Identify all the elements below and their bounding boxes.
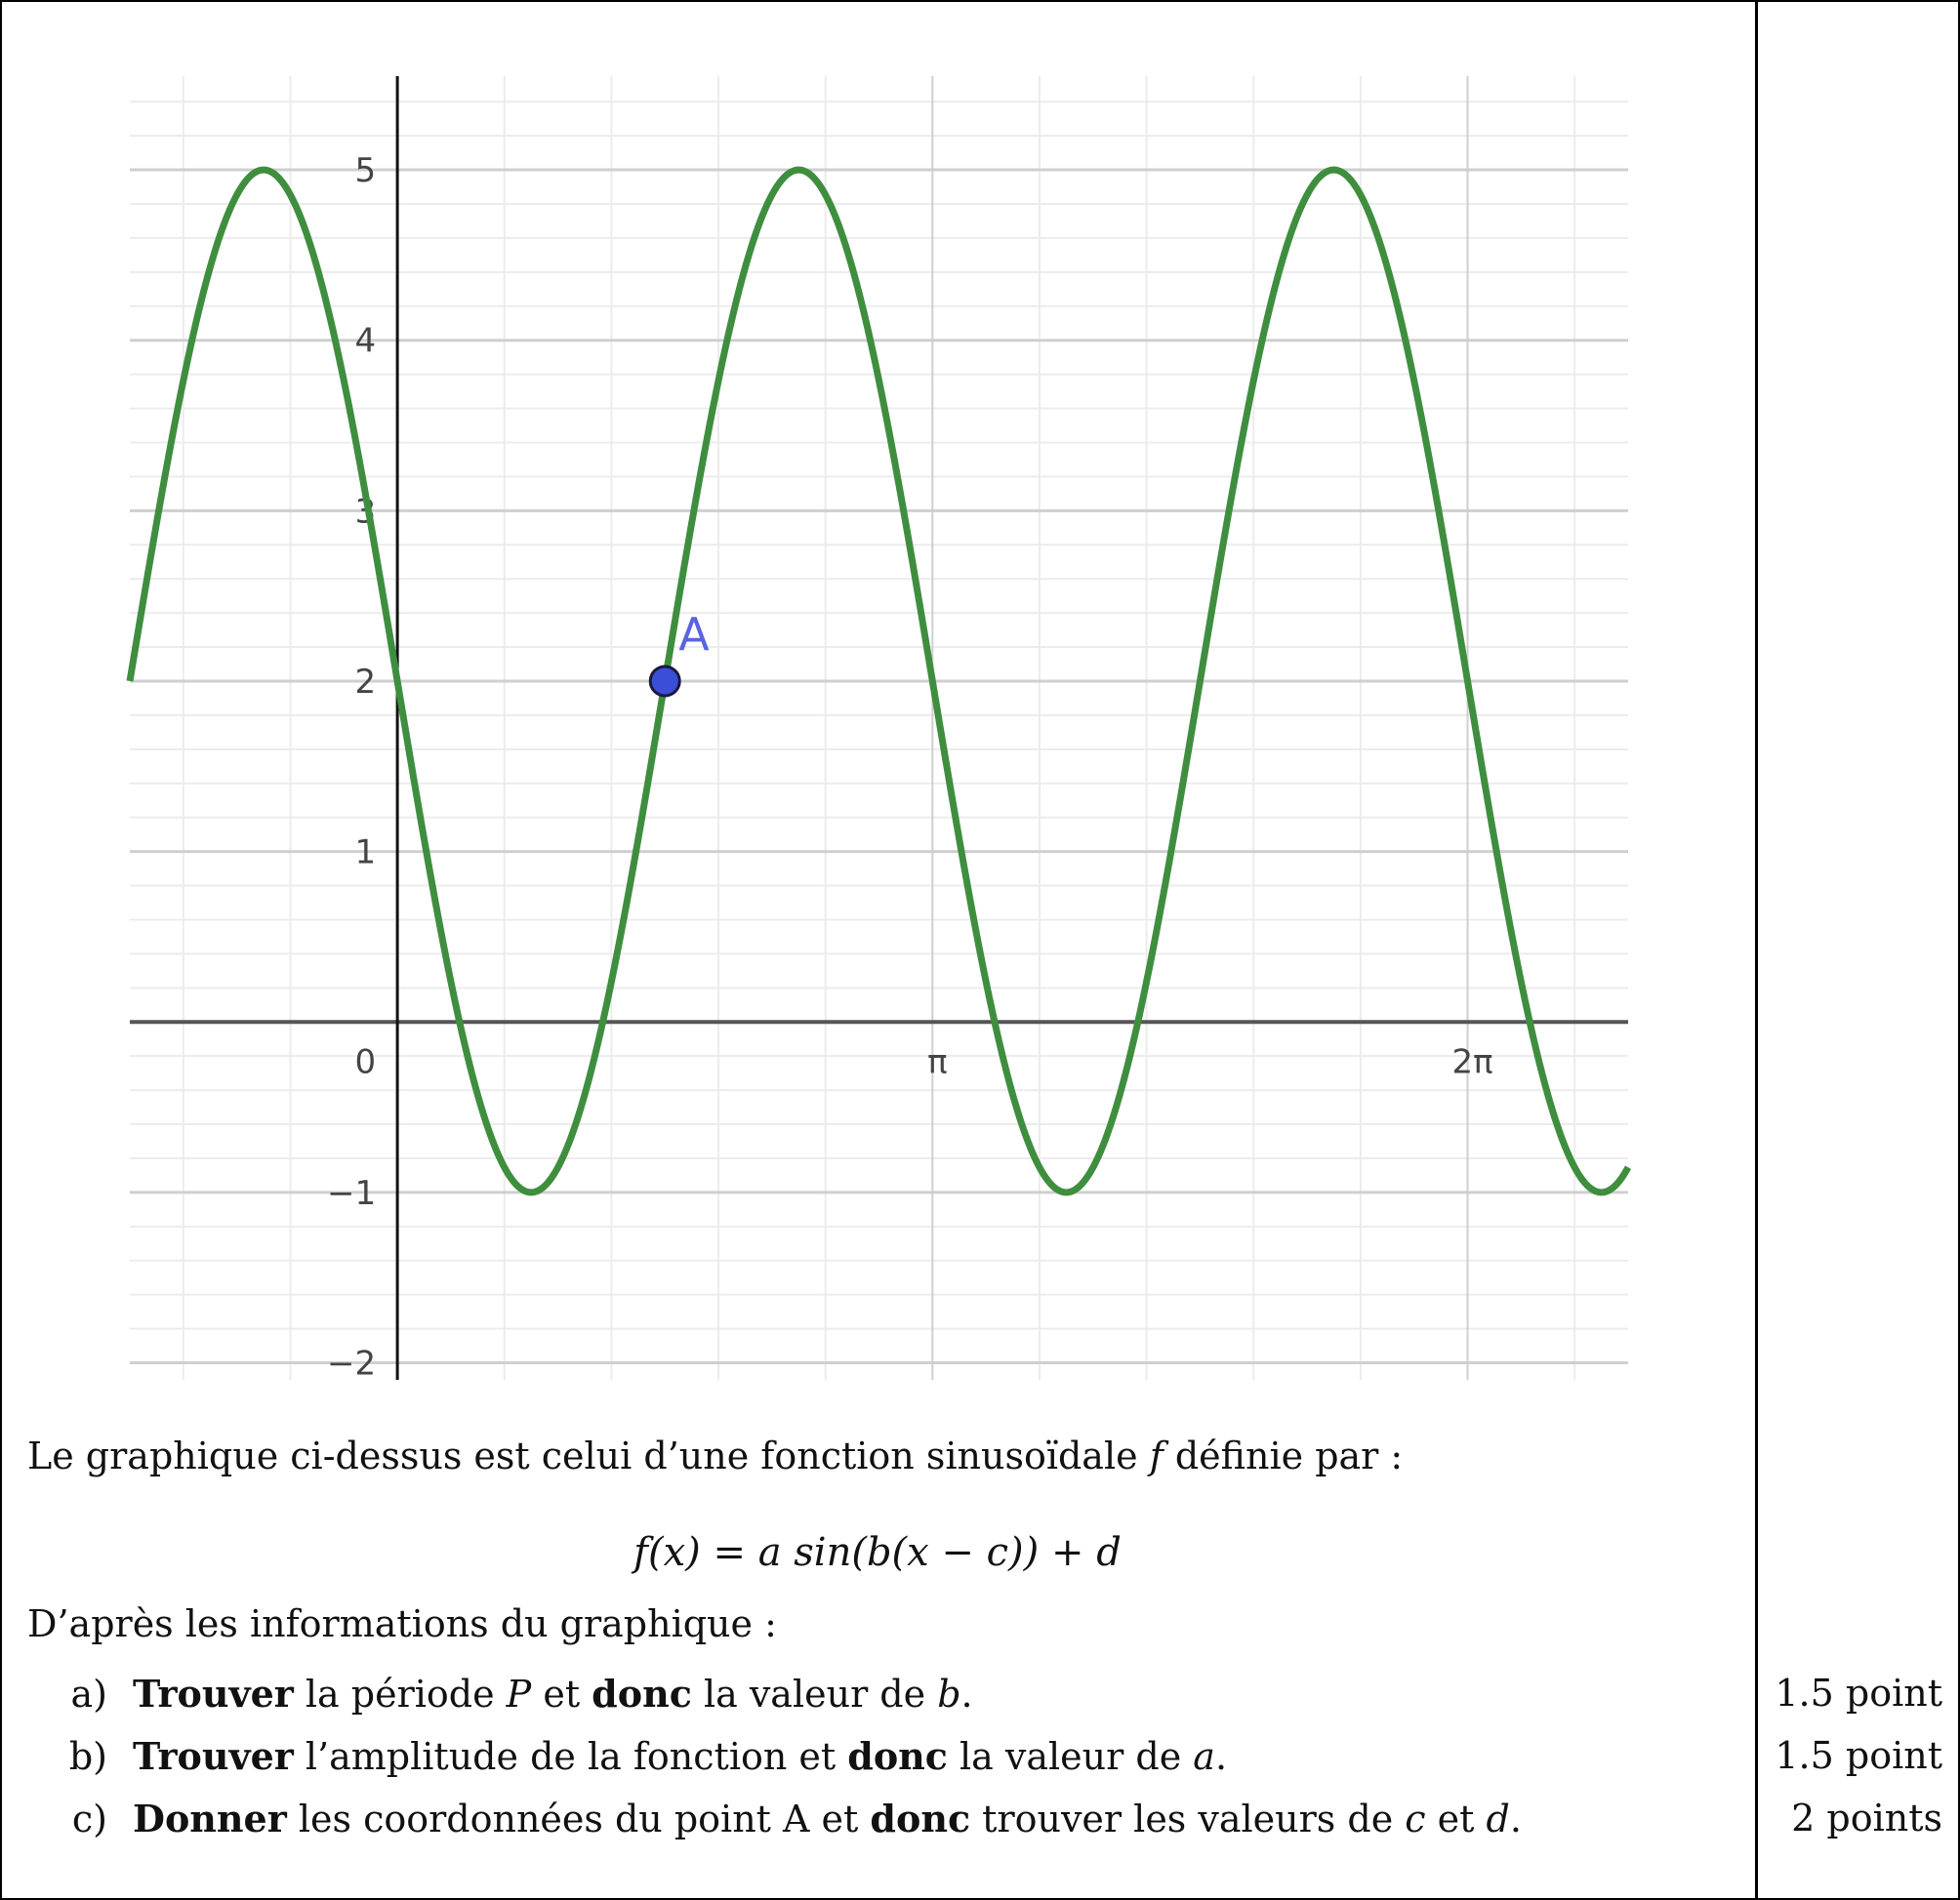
question-a-text-3: la valeur de <box>691 1673 938 1716</box>
question-b-label: b) <box>68 1735 107 1778</box>
question-b-text-2: la valeur de <box>947 1735 1194 1778</box>
question-c-verb: Donner <box>133 1797 287 1840</box>
y-tick-label: 2 <box>354 662 377 702</box>
question-c-text-3: et <box>1425 1798 1487 1840</box>
question-a-period-var: P <box>506 1673 532 1716</box>
points-c: 2 points <box>1791 1797 1942 1839</box>
question-b-var: a <box>1193 1735 1215 1778</box>
y-tick-label: 4 <box>354 321 377 361</box>
x-tick-label: π <box>927 1042 948 1082</box>
y-tick-label: −2 <box>326 1344 377 1384</box>
question-c-var-d: d <box>1486 1798 1510 1840</box>
question-c-end: . <box>1509 1798 1522 1840</box>
y-tick-label: −1 <box>326 1173 377 1213</box>
x-tick-label: 0 <box>354 1042 377 1082</box>
intro-function-name: f <box>1149 1435 1164 1477</box>
intro-text-1: Le graphique ci-dessus est celui d’une fonction sinusoïdale <box>27 1435 1150 1477</box>
question-c-label: c) <box>71 1798 107 1840</box>
question-a-text-2: et <box>531 1673 592 1716</box>
points-b: 1.5 point <box>1775 1734 1942 1777</box>
points-column-divider <box>1755 0 1758 1900</box>
point-a-label: A <box>678 607 710 661</box>
question-a-label: a) <box>70 1673 107 1716</box>
question-c-donc: donc <box>870 1797 971 1840</box>
question-a-donc: donc <box>592 1672 692 1716</box>
tick-labels <box>327 151 1493 1383</box>
y-tick-label: 5 <box>354 151 377 191</box>
question-a-end: . <box>960 1673 973 1716</box>
instruction-line: D’après les informations du graphique : <box>27 1602 777 1645</box>
intro-paragraph <box>27 1435 1403 1477</box>
points-a: 1.5 point <box>1775 1672 1942 1715</box>
y-tick-label: 3 <box>354 492 377 532</box>
intro-text-2: définie par : <box>1163 1435 1404 1477</box>
question-b-end: . <box>1214 1735 1228 1778</box>
formula: f(x) = a sin(b(x − c)) + d <box>633 1530 1122 1575</box>
point-a-marker <box>650 667 679 696</box>
question-c-text-2: trouver les valeurs de <box>970 1798 1406 1840</box>
question-b-text-1: l’amplitude de la fonction et <box>293 1735 848 1778</box>
question-c-var-c: c <box>1405 1798 1426 1840</box>
question-a <box>27 1672 973 1716</box>
question-a-text-1: la période <box>293 1673 507 1716</box>
question-b-donc: donc <box>847 1734 948 1778</box>
question-b-verb: Trouver <box>133 1734 294 1778</box>
x-tick-label: 2π <box>1451 1042 1493 1082</box>
question-c-text-1: les coordonnées du point A et <box>286 1798 871 1840</box>
question-a-var: b <box>937 1673 961 1716</box>
y-tick-label: 1 <box>354 832 377 872</box>
question-c <box>27 1797 1522 1840</box>
question-a-verb: Trouver <box>133 1672 294 1716</box>
question-b <box>27 1734 1227 1778</box>
